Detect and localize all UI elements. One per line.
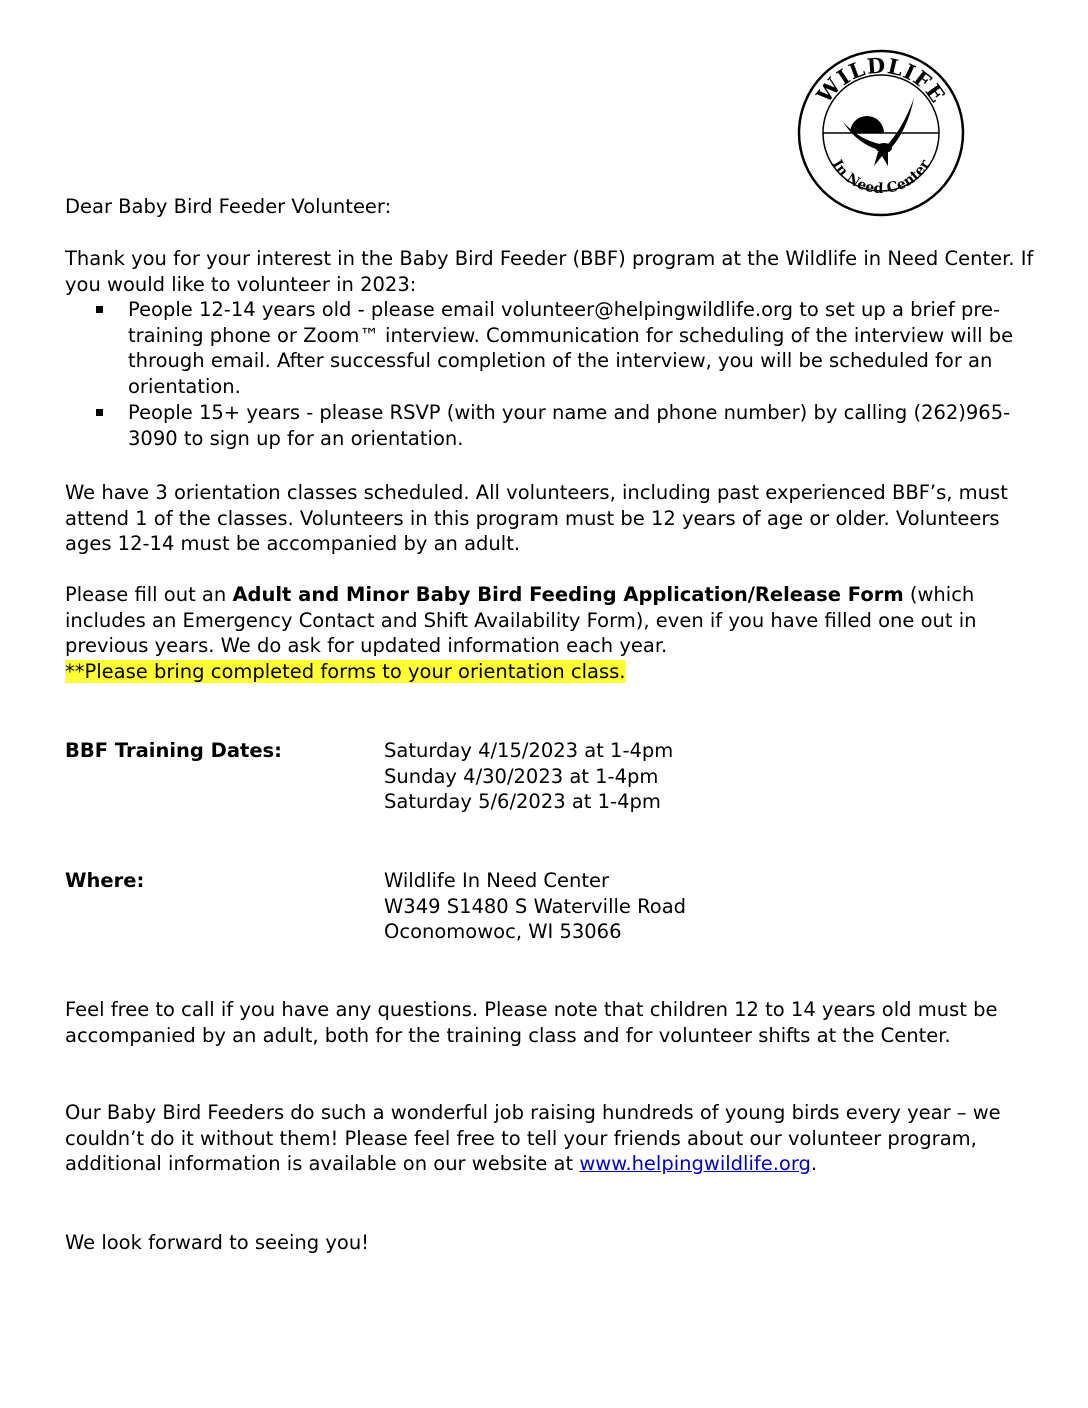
volunteer-age-list — [65, 297, 1040, 451]
training-dates-label: BBF Training Dates: — [65, 739, 282, 762]
logo-bottom-text: In Need Center — [828, 157, 934, 198]
form-name: Adult and Minor Baby Bird Feeding Application/Release Form — [232, 583, 904, 606]
logo-top-text: WILDLIFE — [811, 52, 951, 108]
forms-reminder-highlight: **Please bring completed forms to your orientation class. — [65, 660, 626, 684]
salutation: Dear Baby Bird Feeder Volunteer: — [65, 195, 392, 218]
list-item — [65, 297, 1040, 400]
forms-paragraph — [65, 582, 1040, 685]
training-date: Saturday 5/6/2023 at 1-4pm — [384, 790, 661, 814]
bullet-square-icon — [96, 306, 103, 313]
training-date: Saturday 4/15/2023 at 1-4pm — [384, 739, 674, 762]
bullet-square-icon — [96, 409, 103, 416]
location-label: Where: — [65, 869, 145, 892]
feeders-paragraph — [65, 1100, 1040, 1177]
list-item — [65, 400, 1040, 451]
bullet-text: People 15+ years - please RSVP (with your name and phone number) by calling (262)965-3090 to sign up for an orientation. — [128, 400, 1011, 450]
address-line: Wildlife In Need Center — [384, 869, 610, 892]
website-link[interactable]: www.helpingwildlife.org — [579, 1152, 811, 1176]
forms-prefix: Please fill out an — [65, 583, 233, 606]
wildlife-in-need-center-logo — [796, 48, 966, 218]
forms-suffix: (which includes an Emergency Contact and Shift Availability Form), even if you have filled one out in previous years. We do ask for updated information each year. — [65, 583, 977, 658]
training-date: Sunday 4/30/2023 at 1-4pm — [384, 764, 659, 788]
bullet-text: People 12-14 years old - please email volunteer@helpingwildlife.org to set up a brief pre-training phone or Zoom™ interview. Communication for scheduling of the interview will be through email. After successful completion of the interview, you will be scheduled for an orientation. — [128, 298, 1014, 399]
training-dates-list — [384, 738, 673, 815]
closing-line: We look forward to seeing you! — [65, 1231, 369, 1254]
feeders-text: Our Baby Bird Feeders do such a wonderful job raising hundreds of young birds every year – we couldn’t do it without them! Please feel free to tell your friends about our volunteer program, additional information is available on our website at — [65, 1101, 1001, 1176]
feeders-end: . — [810, 1152, 818, 1176]
location-address — [384, 868, 686, 945]
address-line: Oconomowoc, WI 53066 — [384, 920, 622, 944]
orientation-paragraph: We have 3 orientation classes scheduled. All volunteers, including past experienced BBF’s, must attend 1 of the classes. Volunteers in this program must be 12 years of age or older. Volunteers ages 12-14 must be accompanied by an adult. — [65, 481, 1008, 556]
address-line: W349 S1480 S Waterville Road — [384, 894, 687, 918]
questions-paragraph: Feel free to call if you have any questions. Please note that children 12 to 14 years old must be accompanied by an adult, both for the training class and for volunteer shifts at the Center. — [65, 998, 998, 1047]
intro-paragraph: Thank you for your interest in the Baby Bird Feeder (BBF) program at the Wildlife in Need Center. If you would like to volunteer in 2023: — [65, 247, 1034, 296]
